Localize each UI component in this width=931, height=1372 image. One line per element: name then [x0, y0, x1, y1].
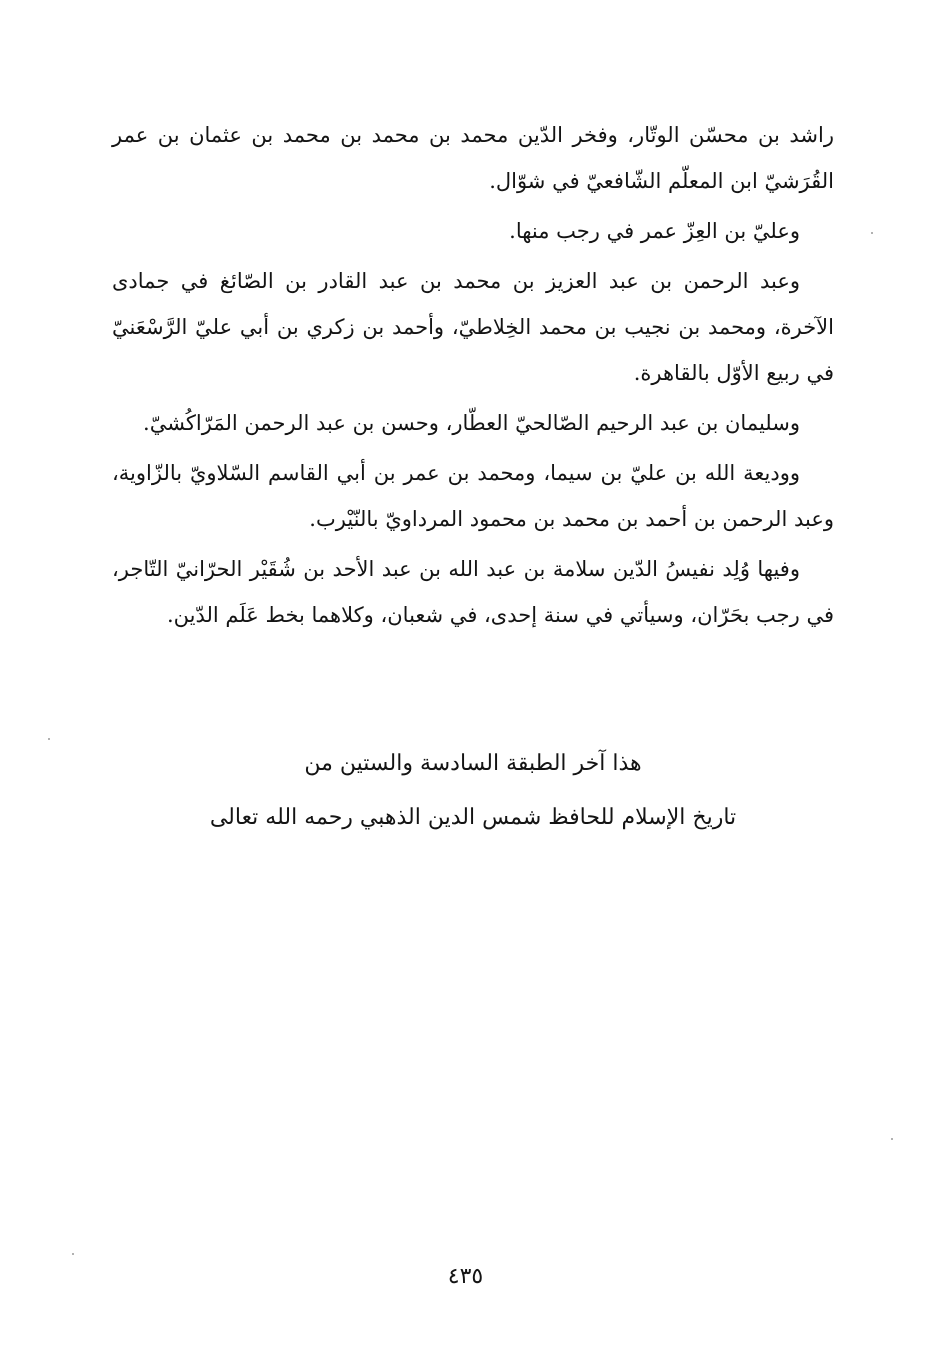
paragraph-births: وفيها وُلِد نفيسُ الدّين سلامة بن عبد الله بن عبد الأحد بن شُقَيْر الحرّانيّ التّاجر، في رجب بحَرّان، وسيأتي في سنة إحدى، في شعبان، وكلاهما بخط عَلَم الدّين.	[112, 557, 834, 627]
paragraph-wadiat-allah: ووديعة الله بن عليّ بن سيما، ومحمد بن عمر بن أبي القاسم السّلاويّ بالزّاوية، وعبد الرحمن بن أحمد بن محمد بن محمود المرداويّ بالنّيْرب.	[112, 461, 834, 531]
paragraph-ali-ibn-al-izz: وعليّ بن العِزّ عمر في رجب منها.	[509, 219, 800, 243]
paragraph-sulayman: وسليمان بن عبد الرحيم الصّالحيّ العطّار، وحسن بن عبد الرحمن المَرّاكُشيّ.	[143, 411, 800, 435]
colophon-line-2: تاريخ الإسلام للحافظ شمس الدين الذهبي رحمه الله تعالى	[209, 805, 737, 830]
page-number: ٤٣٥	[447, 1264, 484, 1289]
scan-speck	[871, 232, 873, 234]
scan-speck	[72, 1253, 74, 1255]
scan-speck	[891, 1138, 893, 1140]
closing-colophon	[112, 737, 834, 845]
colophon-line-1: هذا آخر الطبقة السادسة والستين من	[304, 751, 642, 776]
scan-speck	[48, 738, 50, 740]
paragraph-abd-al-rahman: وعبد الرحمن بن عبد العزيز بن محمد بن عبد القادر بن الصّائغ في جمادى الآخرة، ومحمد بن نجيب بن محمد الخِلاطيّ، وأحمد بن زكري بن أبي عليّ الرَّسْعَنيّ في ربيع الأوّل بالقاهرة.	[112, 269, 834, 385]
paragraph-continuation: راشد بن محسّن الوتّار، وفخر الدّين محمد بن محمد بن محمد بن عثمان بن عمر القُرَشيّ ابن المعلّم الشّافعيّ في شوّال.	[112, 123, 834, 193]
main-text-block	[112, 112, 834, 642]
